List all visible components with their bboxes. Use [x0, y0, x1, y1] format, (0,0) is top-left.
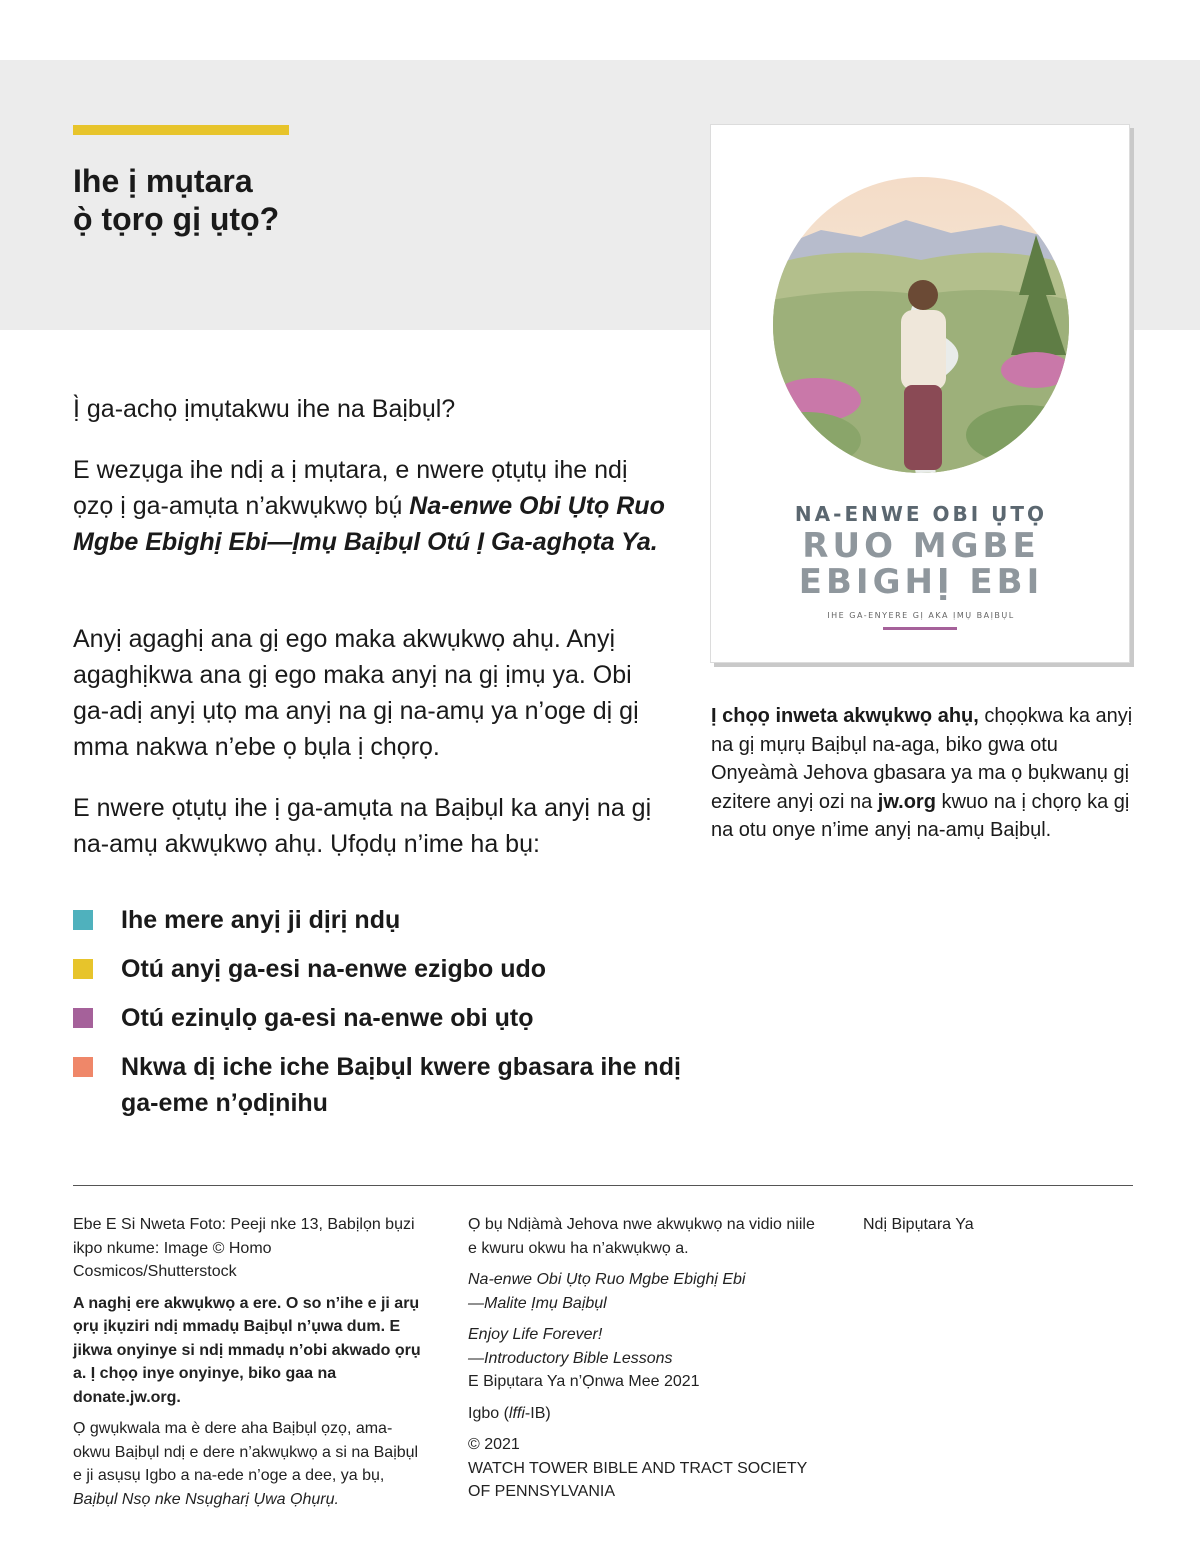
footer-column-2: [468, 1213, 828, 1512]
bullet-square-icon: [73, 1008, 93, 1028]
cover-title-line1: NA-ENWE OBI ỤTỌ: [794, 502, 1048, 526]
page-title-line2: ọ̀ tọrọ gị ụtọ?: [73, 201, 280, 237]
accent-rule: [73, 125, 289, 135]
english-title-line2: —Introductory Bible Lessons: [468, 1349, 673, 1367]
copyright: [468, 1433, 828, 1504]
intro-question: Ị̀ ga-achọ ịmụtakwu ihe na Baịbụl?: [73, 395, 456, 423]
english-title-line1: Enjoy Life Forever!: [468, 1326, 603, 1343]
footer-divider: [73, 1185, 1133, 1186]
donation-note: A naghị ere akwụkwọ a ere. O so n’ihe e ji arụ ọrụ ịkụziri ndị mmadụ Baịbụl n’ụwa dum. E jikwa onyinye si ndị mmadụ n’obi akwado ọrụ a. Ị chọọ inye onyinye, biko gaa na donate.jw.org.: [73, 1294, 421, 1406]
topics-intro-paragraph: E nwere ọtụtụ ihe ị ga-amụta na Baịbụl ka anyị na gị na-amụ akwụkwọ ahụ. Ụfọdụ n’ime ha bụ:: [73, 794, 652, 858]
page-title: [73, 162, 279, 238]
language-code: [468, 1402, 828, 1426]
list-item: [73, 1049, 693, 1121]
topic-list: [73, 902, 693, 1134]
copyright-holder-line1: WATCH TOWER BIBLE AND TRACT SOCIETY: [468, 1459, 808, 1477]
language-code-prefix: Igbo (: [468, 1404, 509, 1422]
bullet-square-icon: [73, 1057, 93, 1077]
publisher-label: Ndị Bipụtara Ya: [863, 1216, 974, 1233]
photo-credit: Ebe E Si Nweta Foto: Peeji nke 13, Babịlọn bụzi ikpo nkume: Image © Homo Cosmicos/Shutterstock: [73, 1216, 415, 1280]
landscape-illustration: [751, 175, 1086, 475]
language-code-symbol: lffi: [508, 1404, 525, 1422]
bullet-square-icon: [73, 910, 93, 930]
language-code-suffix: -IB): [524, 1404, 551, 1422]
cover-accent-bar: [883, 627, 957, 630]
list-item-text: Nkwa dị iche iche Baịbụl kwere gbasara ihe ndị ga-eme n’ọdịnihu: [121, 1053, 681, 1117]
igbo-title: [468, 1268, 828, 1315]
list-item-text: Otú anyị ga-esi na-enwe ezigbo udo: [121, 955, 547, 983]
list-item: [73, 902, 693, 938]
list-item-text: Ihe mere anyị ji dịrị ndụ: [121, 906, 401, 934]
bullet-square-icon: [73, 959, 93, 979]
request-text: chọọkwa ka anyị na gị mụrụ Baịbụl na-aga, biko gwa otu Onyeàmà Jehova gbasara ya ma ọ bụkwanụ gị ezitere anyị ozi na: [711, 705, 1133, 813]
print-date: E Bipụtara Ya n’Ọnwa Mee 2021: [468, 1373, 700, 1390]
copyright-year: © 2021: [468, 1436, 520, 1453]
cover-subtitle: IHE GA-ENYERE GỊ AKA ỊMỤ BAỊBỤL: [827, 611, 1015, 620]
list-item: [73, 951, 693, 987]
igbo-title-line1: Na-enwe Obi Ụtọ Ruo Mgbe Ebighị Ebi: [468, 1271, 746, 1288]
footer-column-1: [73, 1213, 423, 1519]
copyright-holder-line2: OF PENNSYLVANIA: [468, 1483, 615, 1500]
footer-column-3: [863, 1213, 1123, 1245]
request-lead: Ị chọọ inweta akwụkwọ ahụ,: [711, 705, 979, 727]
english-title: [468, 1323, 828, 1394]
book-title: Na-enwe Obi Ụtọ Ruo Mgbe Ebighị Ebi—Ịmụ Baịbụl Otú Ị Ga-aghọta Ya.: [73, 492, 665, 556]
list-item: [73, 1000, 693, 1036]
bible-title: Baịbụl Nsọ nke Nsụgharị Ụwa Ọhụrụ.: [73, 1490, 339, 1508]
free-study-paragraph: Anyị agaghị ana gị ego maka akwụkwọ ahụ. Anyị agaghịkwa ana gị ego maka anyị na gị ịmụ ya. Obi ga-adị anyị ụtọ ma anyị na gị na-amụ ya n’oge dị gị mma nakwa n’ebe ọ bụla ị chọrọ.: [73, 625, 639, 761]
cover-title-line3: EBIGHỊ EBI: [798, 562, 1044, 602]
page-title-line1: Ihe ị mụtara: [73, 163, 253, 199]
cover-title-line2: RUO MGBE: [802, 526, 1040, 566]
bible-note: [73, 1417, 423, 1511]
igbo-title-line2: —Malite Ịmụ Baịbụl: [468, 1294, 607, 1312]
request-info: [711, 702, 1141, 845]
jw-org-link[interactable]: jw.org: [877, 790, 936, 813]
intro-paragraph-text: E wezụga ihe ndị a ị mụtara, e nwere ọtụtụ ihe ndị ọzọ ị ga-amụta n’akwụkwọ bụ́: [73, 456, 628, 520]
book-cover-art: [711, 125, 1129, 662]
request-text-end: kwuo na ị chọrọ ka gị na otu onye n’ime anyị na-amụ Baịbụl.: [711, 790, 1130, 841]
bible-note-text: Ọ gwụkwala ma è dere aha Baịbụl ọzọ, ama-okwu Baịbụl ndị e dere n’akwụkwọ a si na Baịbụl e ji asụsụ Igbo a na-ede n’oge a dee, ya bụ,: [73, 1420, 419, 1484]
intro-paragraph: [73, 452, 673, 560]
list-item-text: Otú ezinụlọ ga-esi na-enwe obi ụtọ: [121, 1004, 534, 1032]
book-cover: [710, 124, 1130, 663]
ownership-note: Ọ bụ Ndịàmà Jehova nwe akwụkwọ na vidio niile e kwuru okwu ha n’akwụkwọ a.: [468, 1216, 815, 1257]
